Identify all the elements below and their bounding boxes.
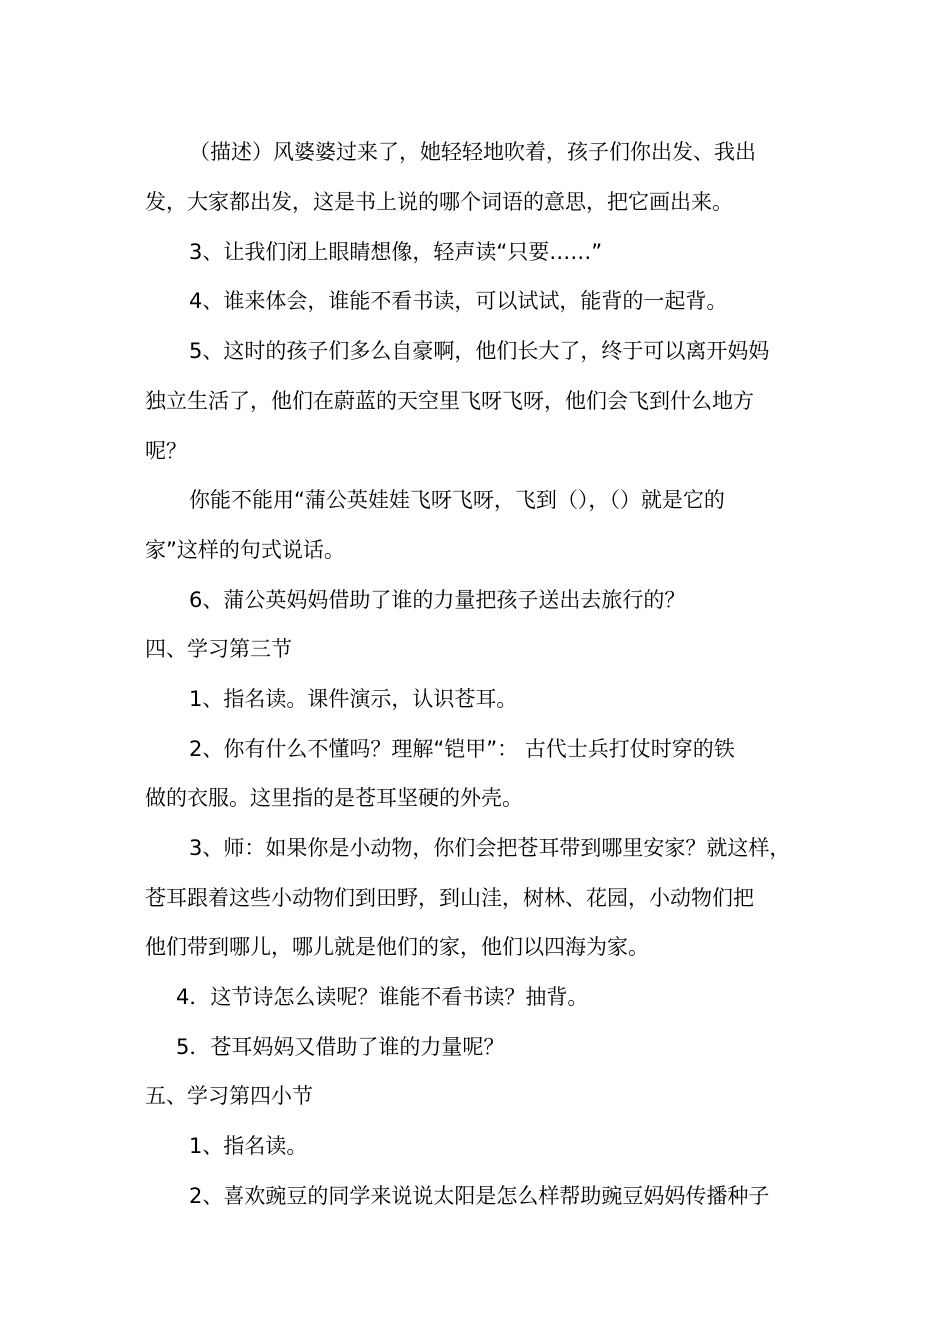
paragraph-line: 你能不能用“蒲公英娃娃飞呀飞呀，飞到（），（）就是它的 <box>189 488 725 512</box>
paragraph-line: 5、这时的孩子们多么自豪啊，他们长大了，终于可以离开妈妈 <box>189 339 770 363</box>
paragraph-line: （描述）风婆婆过来了，她轻轻地吹着，孩子们你出发、我出 <box>189 140 756 164</box>
paragraph-line: 苍耳跟着这些小动物们到田野，到山洼，树林、花园，小动物们把 <box>145 886 754 910</box>
paragraph-line: 4．这节诗怎么读呢？谁能不看书读？抽背。 <box>176 985 589 1009</box>
paragraph-line: 1、指名读。 <box>189 1134 308 1158</box>
paragraph-line: 发，大家都出发，这是书上说的哪个词语的意思，把它画出来。 <box>145 190 733 214</box>
paragraph-line: 他们带到哪儿，哪儿就是他们的家，他们以四海为家。 <box>145 935 649 959</box>
section-heading: 四、学习第三节 <box>145 637 292 661</box>
section-heading: 五、学习第四小节 <box>145 1084 313 1108</box>
paragraph-line: 呢？ <box>145 439 187 463</box>
paragraph-line: 2、你有什么不懂吗？理解“铠甲”： 古代士兵打仗时穿的铁 <box>189 737 735 761</box>
paragraph-line: 1、指名读。课件演示，认识苍耳。 <box>189 687 518 711</box>
paragraph-line: 2、喜欢豌豆的同学来说说太阳是怎么样帮助豌豆妈妈传播种子 <box>189 1184 770 1208</box>
paragraph-line: 5．苍耳妈妈又借助了谁的力量呢？ <box>176 1035 505 1059</box>
paragraph-line: 6、蒲公英妈妈借助了谁的力量把孩子送出去旅行的？ <box>189 588 686 612</box>
paragraph-line: 做的衣服。这里指的是苍耳坚硬的外壳。 <box>145 786 523 810</box>
paragraph-line: 独立生活了，他们在蔚蓝的天空里飞呀飞呀，他们会飞到什么地方 <box>145 389 754 413</box>
paragraph-line: 家”这样的句式说话。 <box>145 538 345 562</box>
paragraph-line: 3、师：如果你是小动物，你们会把苍耳带到哪里安家？就这样， <box>189 836 791 860</box>
paragraph-line: 4、谁来体会，谁能不看书读，可以试试，能背的一起背。 <box>189 289 728 313</box>
paragraph-line: 3、让我们闭上眼睛想像，轻声读“只要……” <box>189 240 603 264</box>
